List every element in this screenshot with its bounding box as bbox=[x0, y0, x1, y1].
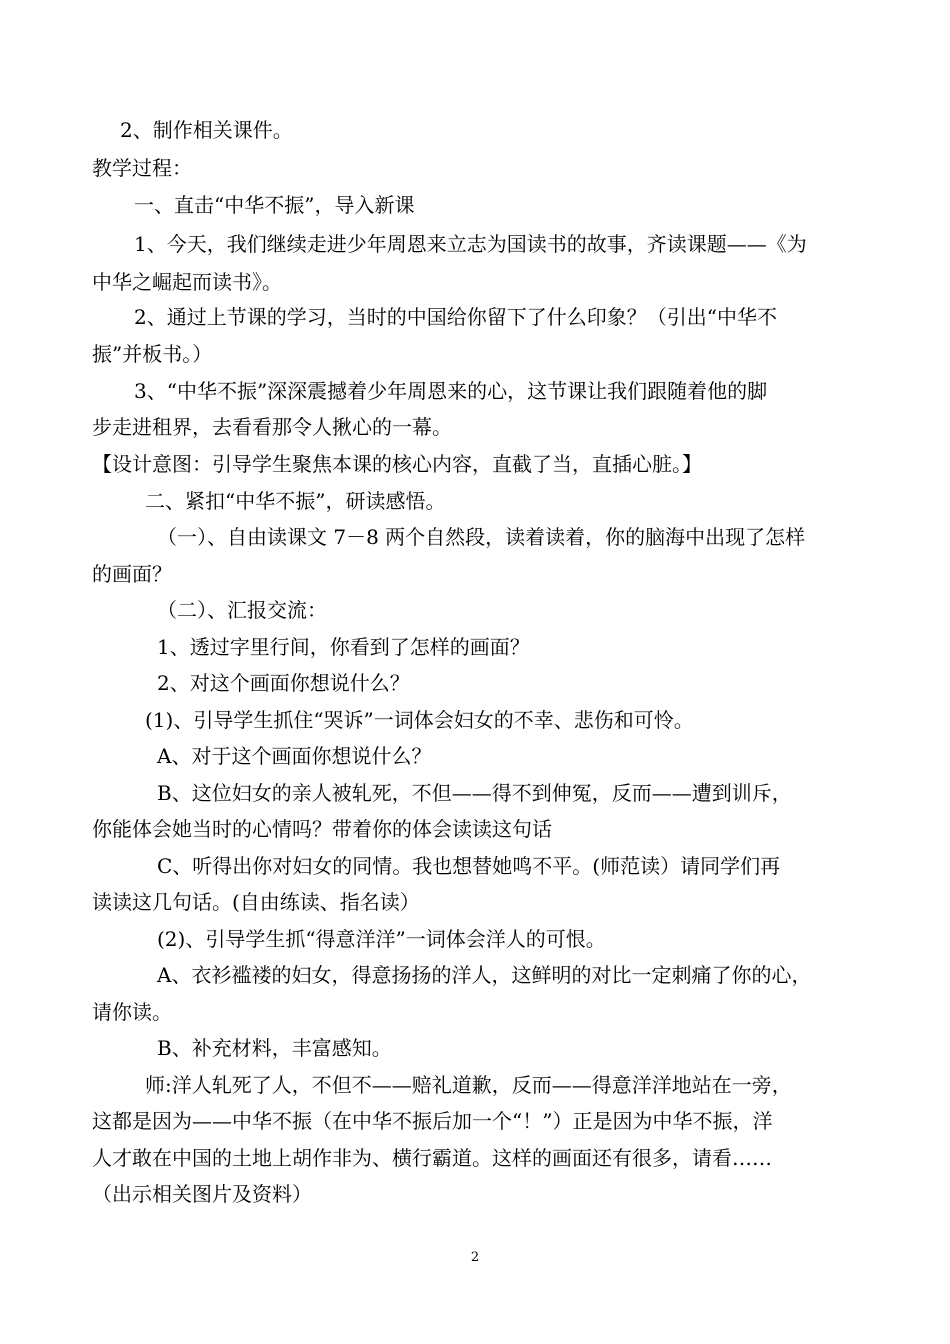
text-line: 师:洋人轧死了人，不但不——赔礼道歉，反而——得意洋洋地站在一旁， bbox=[145, 1073, 792, 1097]
text-line: 2、通过上节课的学习，当时的中国给你留下了什么印象？（引出“中华不 bbox=[134, 305, 777, 329]
text-line: 2、制作相关课件。 bbox=[120, 118, 293, 142]
text-line: （一）、自由读课文 7－8 两个自然段，读着读着，你的脑海中出现了怎样 bbox=[157, 525, 806, 549]
design-intent-note: 【设计意图：引导学生聚焦本课的核心内容，直截了当，直插心脏。】 bbox=[92, 452, 702, 476]
text-line: 你能体会她当时的心情吗？带着你的体会读读这句话 bbox=[92, 817, 552, 841]
text-line: 的画面？ bbox=[92, 562, 172, 586]
text-line: 1、透过字里行间，你看到了怎样的画面？ bbox=[157, 635, 530, 659]
text-line: 这都是因为——中华不振（在中华不振后加一个“！”）正是因为中华不振，洋 bbox=[92, 1109, 773, 1133]
page-number: 2 bbox=[470, 1250, 480, 1265]
text-line: A、衣衫褴褛的妇女，得意扬扬的洋人，这鲜明的对比一定刺痛了你的心， bbox=[157, 963, 812, 987]
text-line: 请你读。 bbox=[92, 1000, 172, 1024]
text-line: 振”并板书。） bbox=[92, 342, 213, 366]
text-line: 中华之崛起而读书》。 bbox=[92, 270, 282, 294]
text-line: B、这位妇女的亲人被轧死，不但——得不到伸冤，反而——遭到训斥， bbox=[157, 781, 792, 805]
text-line: A、对于这个画面你想说什么？ bbox=[157, 744, 432, 768]
text-line: 1、今天，我们继续走进少年周恩来立志为国读书的故事，齐读课题——《为 bbox=[134, 232, 807, 256]
text-line: 2、对这个画面你想说什么？ bbox=[157, 671, 410, 695]
text-line: C、听得出你对妇女的同情。我也想替她鸣不平。(师范读）请同学们再 bbox=[157, 854, 781, 878]
text-line: 3、“中华不振”深深震撼着少年周恩来的心，这节课让我们跟随着他的脚 bbox=[134, 379, 768, 403]
text-line: 读读这几句话。(自由练读、指名读） bbox=[92, 890, 420, 914]
text-line: 步走进租界，去看看那令人揪心的一幕。 bbox=[92, 415, 452, 439]
section-heading: 一、直击“中华不振”，导入新课 bbox=[134, 193, 415, 217]
text-line: (2)、引导学生抓“得意洋洋”一词体会洋人的可恨。 bbox=[157, 927, 606, 951]
section-heading: 教学过程： bbox=[92, 156, 192, 180]
text-line: 人才敢在中国的土地上胡作非为、横行霸道。这样的画面还有很多，请看…… bbox=[92, 1146, 772, 1170]
text-line: （出示相关图片及资料） bbox=[92, 1182, 312, 1206]
text-line: （二）、汇报交流： bbox=[157, 598, 327, 622]
text-line: (1)、引导学生抓住“哭诉”一词体会妇女的不幸、悲伤和可怜。 bbox=[145, 708, 694, 732]
text-line: B、补充材料，丰富感知。 bbox=[157, 1036, 392, 1060]
section-heading: 二、紧扣“中华不振”，研读感悟。 bbox=[145, 489, 446, 513]
